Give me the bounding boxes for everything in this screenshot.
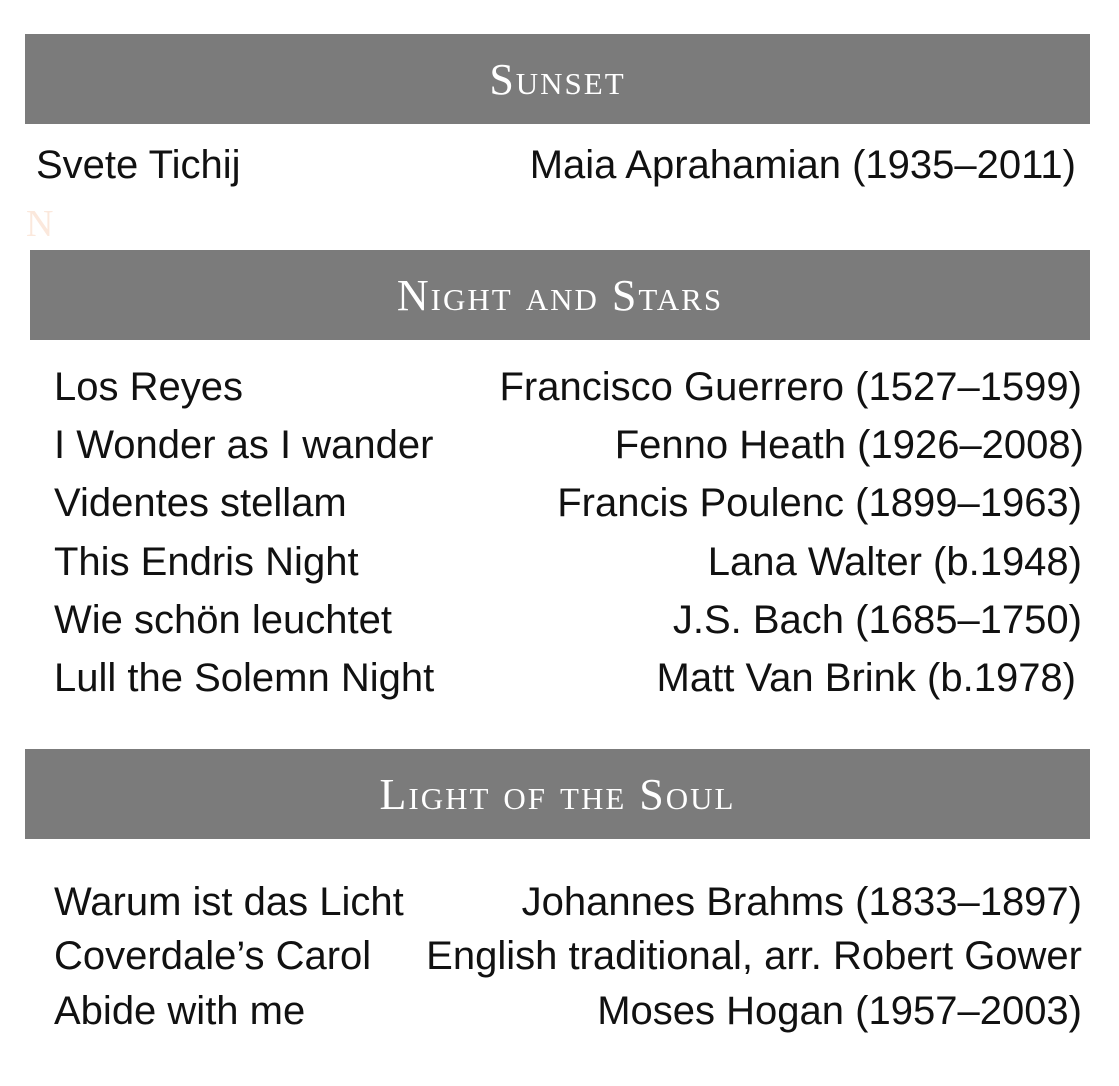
piece-title: Svete Tichij bbox=[36, 143, 241, 187]
program-row bbox=[54, 591, 1082, 649]
composer: Maia Aprahamian (1935–2011) bbox=[529, 143, 1076, 187]
composer: Johannes Brahms (1833–1897) bbox=[521, 880, 1082, 924]
program-row bbox=[54, 358, 1082, 416]
section-title: Night and Stars bbox=[396, 270, 724, 320]
piece-title: Los Reyes bbox=[54, 365, 243, 409]
composer: J.S. Bach (1685–1750) bbox=[672, 598, 1082, 642]
piece-title: Lull the Solemn Night bbox=[54, 656, 435, 700]
program-row bbox=[54, 927, 1082, 985]
program-row bbox=[54, 873, 1082, 931]
composer: Francisco Guerrero (1527–1599) bbox=[499, 365, 1082, 409]
piece-title: Abide with me bbox=[54, 989, 306, 1033]
program-row bbox=[54, 982, 1082, 1040]
piece-title: I Wonder as I wander bbox=[54, 423, 434, 467]
program-row bbox=[36, 136, 1076, 194]
program-row bbox=[54, 416, 1084, 474]
composer: Matt Van Brink (b.1978) bbox=[656, 656, 1076, 700]
program-row bbox=[54, 533, 1082, 591]
piece-title: Coverdale’s Carol bbox=[54, 934, 372, 978]
piece-title: Wie schön leuchtet bbox=[54, 598, 392, 642]
section-header-sunset bbox=[25, 34, 1090, 124]
composer: Lana Walter (b.1948) bbox=[707, 540, 1082, 584]
section-title: Sunset bbox=[489, 54, 626, 104]
composer: Fenno Heath (1926–2008) bbox=[614, 423, 1084, 467]
program-row bbox=[54, 649, 1076, 707]
composer: Francis Poulenc (1899–1963) bbox=[557, 481, 1082, 525]
piece-title: This Endris Night bbox=[54, 540, 359, 584]
piece-title: Warum ist das Licht bbox=[54, 880, 404, 924]
faint-letter-mark: N bbox=[26, 203, 54, 245]
composer: English traditional, arr. Robert Gower bbox=[426, 934, 1082, 978]
section-header-light-of-the-soul bbox=[25, 749, 1090, 839]
section-header-night-and-stars bbox=[30, 250, 1090, 340]
composer: Moses Hogan (1957–2003) bbox=[597, 989, 1082, 1033]
section-title: Light of the Soul bbox=[379, 769, 736, 819]
program-row bbox=[54, 474, 1082, 532]
piece-title: Videntes stellam bbox=[54, 481, 347, 525]
